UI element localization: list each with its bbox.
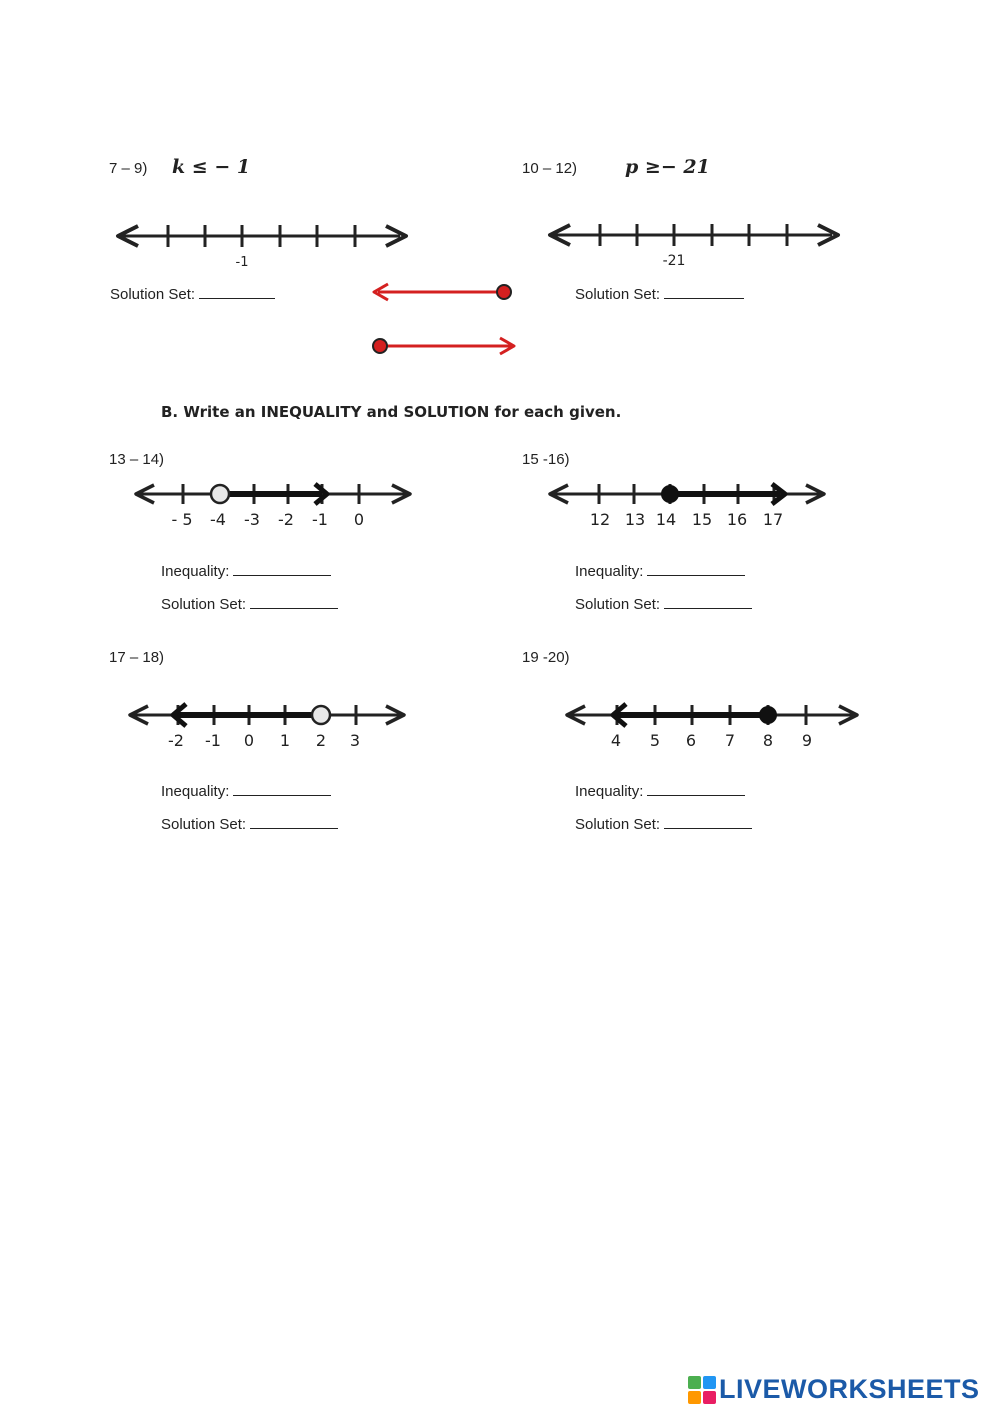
- solution-row-13-14: [161, 594, 338, 613]
- tick-label: -2: [278, 510, 294, 529]
- tick-label: 2: [315, 731, 327, 750]
- solution-set-row-7-9: [110, 284, 275, 303]
- number-line-19-20: [561, 699, 866, 754]
- inequality-blank[interactable]: [647, 781, 745, 796]
- solution-row-15-16: [575, 594, 752, 613]
- tick-label: 17: [762, 510, 784, 529]
- solution-set-label: Solution Set:: [575, 286, 661, 303]
- tick-label: 14: [655, 510, 677, 529]
- solution-set-label: Solution Set:: [575, 596, 661, 613]
- number-line-13-14: [130, 478, 415, 533]
- number-line-15-16: [544, 478, 829, 533]
- liveworksheets-logo: [688, 1374, 980, 1405]
- inequality-blank[interactable]: [647, 561, 745, 576]
- problem-15-16-number: 15 -16): [522, 451, 570, 468]
- tick-label: 7: [724, 731, 736, 750]
- tick-label: 3: [349, 731, 361, 750]
- tick-label: 4: [610, 731, 622, 750]
- tick-label: 16: [726, 510, 748, 529]
- tick-label: 13: [624, 510, 646, 529]
- inequality-label: Inequality:: [575, 783, 644, 800]
- inequality-label: Inequality:: [575, 563, 644, 580]
- solution-set-label: Solution Set:: [110, 286, 196, 303]
- number-line-7-9: [110, 218, 410, 273]
- inequality-label: Inequality:: [161, 563, 230, 580]
- tick-label: -2: [168, 731, 184, 750]
- solution-set-label: Solution Set:: [161, 816, 247, 833]
- liveworksheets-logo-icon: [688, 1376, 716, 1404]
- solution-set-blank[interactable]: [664, 284, 744, 299]
- tick-label: 6: [685, 731, 697, 750]
- tick-label: -3: [244, 510, 260, 529]
- tick-label: 8: [762, 731, 774, 750]
- tick-label: -1: [312, 510, 328, 529]
- section-b-title: B. Write an INEQUALITY and SOLUTION for each given.: [161, 403, 622, 421]
- solution-set-blank[interactable]: [250, 594, 338, 609]
- inequality-blank[interactable]: [233, 781, 331, 796]
- tick-label: 0: [353, 510, 365, 529]
- tick-label: -1: [235, 255, 249, 270]
- tick-label: 15: [691, 510, 713, 529]
- solution-set-blank[interactable]: [664, 814, 752, 829]
- number-line-10-12: [542, 217, 842, 272]
- tick-label: 0: [243, 731, 255, 750]
- inequality-row-13-14: [161, 561, 331, 580]
- inequality-row-19-20: [575, 781, 745, 800]
- tick-label: -4: [210, 510, 226, 529]
- tick-label: 5: [649, 731, 661, 750]
- solution-set-row-10-12: [575, 284, 744, 303]
- solution-set-blank[interactable]: [250, 814, 338, 829]
- tick-label: -21: [662, 253, 686, 269]
- solution-set-label: Solution Set:: [575, 816, 661, 833]
- number-line-17-18: [124, 699, 414, 754]
- tick-label: -1: [205, 731, 221, 750]
- problem-13-14-number: 13 – 14): [109, 451, 165, 468]
- solution-set-label: Solution Set:: [161, 596, 247, 613]
- tick-label: 9: [801, 731, 813, 750]
- left-ray-closed-answer[interactable]: [368, 280, 518, 304]
- tick-label: 12: [589, 510, 611, 529]
- tick-label: - 5: [171, 510, 193, 529]
- brand-name: LIVEWORKSHEETS: [719, 1374, 980, 1404]
- right-ray-closed-answer[interactable]: [368, 334, 520, 358]
- inequality-label: Inequality:: [161, 783, 230, 800]
- inequality-row-17-18: [161, 781, 331, 800]
- inequality-row-15-16: [575, 561, 745, 580]
- problem-10-12-number: 10 – 12): [522, 160, 578, 177]
- solution-set-blank[interactable]: [664, 594, 752, 609]
- solution-set-blank[interactable]: [199, 284, 275, 299]
- problem-19-20-number: 19 -20): [522, 649, 570, 666]
- problem-7-9-number: 7 – 9): [109, 160, 148, 177]
- solution-row-17-18: [161, 814, 338, 833]
- solution-row-19-20: [575, 814, 752, 833]
- problem-17-18-number: 17 – 18): [109, 649, 165, 666]
- problem-7-9-expression: k ≤ − 1: [172, 156, 251, 178]
- problem-10-12-expression: p ≥− 21: [625, 156, 710, 178]
- tick-label: 1: [279, 731, 291, 750]
- inequality-blank[interactable]: [233, 561, 331, 576]
